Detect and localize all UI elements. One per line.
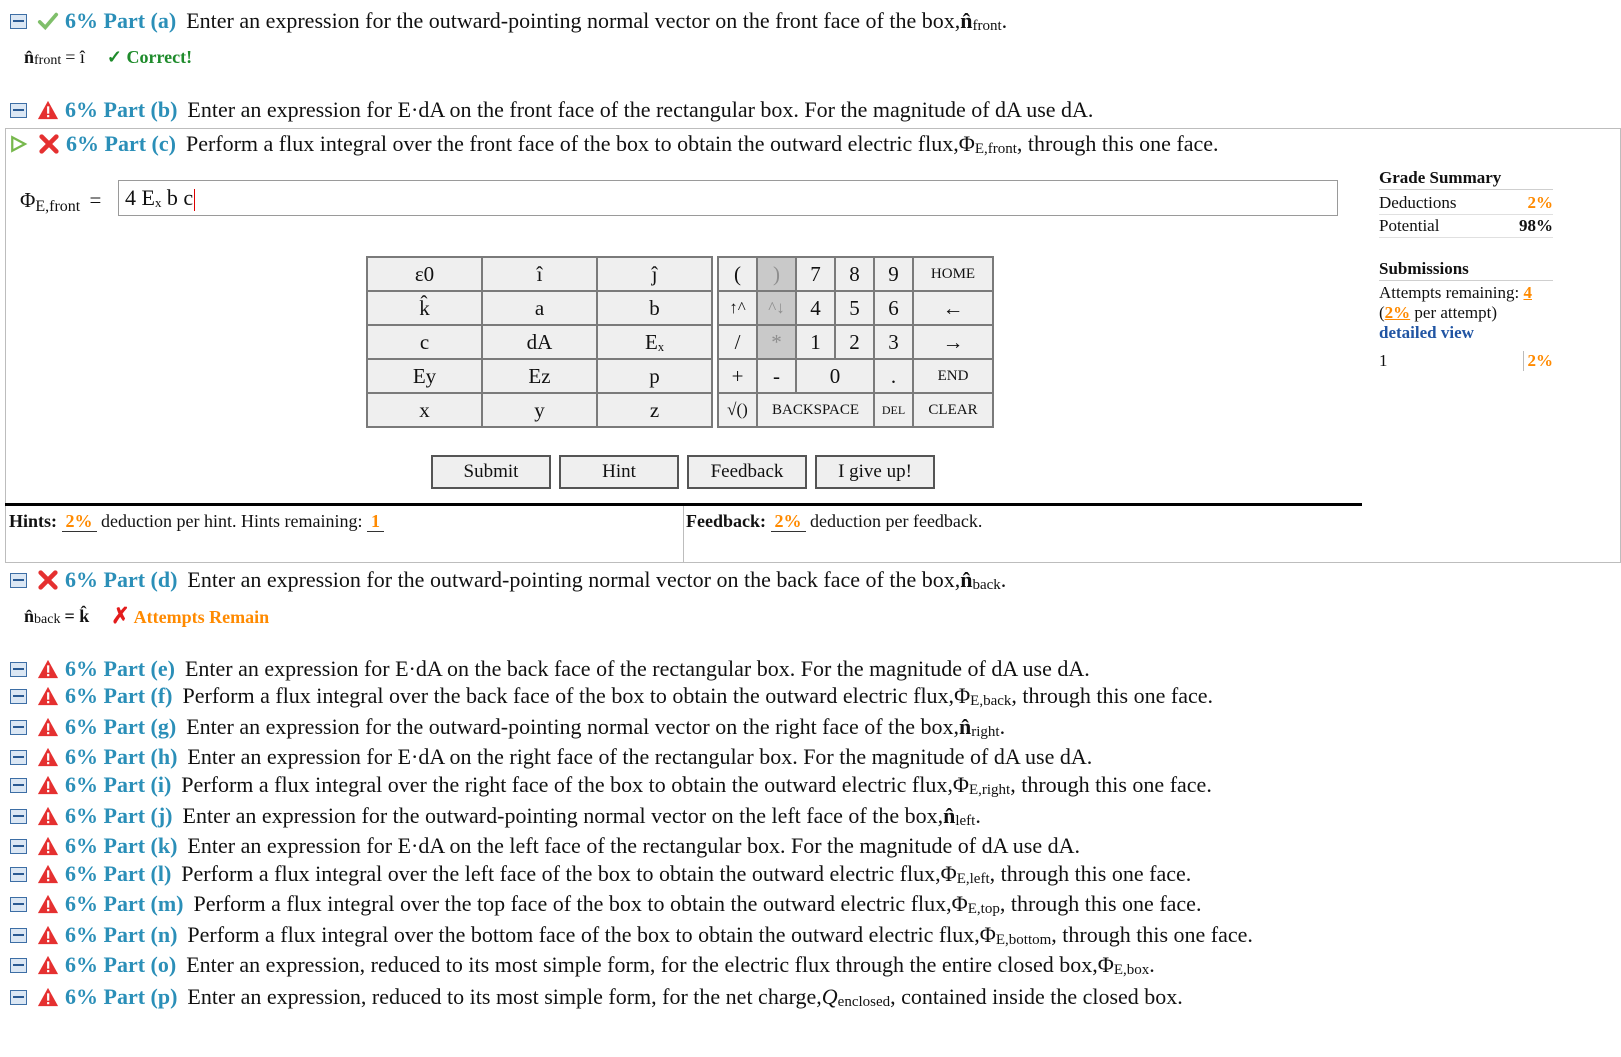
part-symbol: Φ [958,131,975,156]
key-left-arrow[interactable]: ← [913,291,993,325]
feedback-text: deduction per feedback. [810,511,983,531]
part-text: Perform a flux integral over the bottom face of the box to obtain the outward electric flux, [187,922,980,947]
feedback-button[interactable]: Feedback [687,455,807,489]
status-text: Attempts Remain [133,607,270,627]
submission-number: 1 [1379,351,1388,370]
warning-icon [37,954,59,976]
key-7[interactable]: 7 [796,257,835,291]
key-Ex[interactable]: Eₓ [597,325,712,359]
part-row [10,832,1080,860]
key-9[interactable]: 9 [874,257,913,291]
part-subscript: E,front [974,140,1017,157]
warning-icon [37,746,59,768]
part-row [10,130,1219,158]
deductions-label: Deductions [1379,193,1457,212]
part-tail: . [1000,567,1007,592]
key-open-paren[interactable]: ( [718,257,757,291]
collapse-icon[interactable] [10,750,27,765]
key-end[interactable]: END [913,359,993,393]
feedback-label: Feedback: [686,511,766,531]
part-subscript: E,left [956,870,990,887]
divider [683,506,684,563]
hints-remaining: 1 [367,511,384,532]
submissions-title: Submissions [1379,259,1553,281]
part-text: Enter an expression for E·dA on the front face of the rectangular box. For the magnitude of dA use dA. [187,97,1094,122]
key-sqrt[interactable]: √() [718,393,757,427]
part-tail: . [975,803,981,828]
part-text: Perform a flux integral over the front face of the box to obtain the outward electric flux, [185,131,959,156]
part-text: Enter an expression for E·dA on the back face of the rectangular box. For the magnitude of dA use dA. [184,656,1090,681]
key-superscript-down: ^↓ [757,291,796,325]
part-row [10,802,981,830]
grade-summary-title: Grade Summary [1379,168,1553,190]
part-row [10,921,1253,949]
part-label: 6% Part (n) [65,922,178,947]
input-subscript: E,front [35,198,81,215]
key-4[interactable]: 4 [796,291,835,325]
collapse-icon[interactable] [10,573,27,588]
part-subscript: E,top [967,900,1000,917]
key-divide[interactable]: / [718,325,757,359]
potential-label: Potential [1379,216,1440,235]
key-z[interactable]: z [597,393,712,427]
per-attempt-pct: 2% [1384,303,1411,322]
text-caret [194,189,195,211]
hint-button[interactable]: Hint [559,455,679,489]
part-subscript: left [955,812,976,829]
answer-subscript: front [34,53,62,68]
key-Ey[interactable]: Ey [367,359,482,393]
part-tail: , through this one face. [999,891,1202,916]
input-label [20,188,101,213]
wrong-x-icon [37,569,59,591]
key-j-hat[interactable]: ĵ [597,257,712,291]
give-up-button[interactable]: I give up! [815,455,935,489]
part-subscript: front [972,17,1002,34]
part-label: 6% Part (d) [65,567,178,592]
part-text: Enter an expression for the outward-pointing normal vector on the back face of the box, [187,567,961,592]
part-symbol: Φ [952,772,969,797]
part-subscript: E,box [1113,961,1150,978]
key-k-hat[interactable]: k̂ [367,291,482,325]
answer-a [24,44,192,70]
part-symbol: n̂ [959,714,972,739]
key-superscript-up[interactable]: ↑^ [718,291,757,325]
key-8[interactable]: 8 [835,257,874,291]
per-attempt-text: per attempt) [1414,303,1498,322]
part-subscript: E,back [970,692,1012,709]
key-2[interactable]: 2 [835,325,874,359]
collapse-icon[interactable] [10,809,27,824]
part-text: Enter an expression, reduced to its most simple form, for the electric flux through the entire closed box, [186,952,1098,977]
part-tail: , through this one face. [1010,772,1212,797]
part-tail: . [1149,952,1155,977]
part-text: Perform a flux integral over the right face of the box to obtain the outward electric flux, [181,772,953,797]
key-epsilon0[interactable]: ε0 [367,257,482,291]
part-symbol: Q [821,984,838,1009]
part-row [10,713,1005,741]
part-label: 6% Part (o) [65,952,177,977]
part-tail: , through this one face. [1051,922,1253,947]
key-5[interactable]: 5 [835,291,874,325]
key-p[interactable]: p [597,359,712,393]
key-clear[interactable]: CLEAR [913,393,993,427]
key-a[interactable]: a [482,291,597,325]
warning-icon [37,99,59,121]
key-y[interactable]: y [482,393,597,427]
key-plus[interactable]: + [718,359,757,393]
part-symbol: Φ [954,683,971,708]
input-equals: = [89,188,102,212]
part-row [10,860,1191,888]
status-correct: ✓ Correct! [106,46,193,67]
collapse-icon[interactable] [10,839,27,854]
part-text: Perform a flux integral over the left face of the box to obtain the outward electric flux, [181,861,941,886]
x-mark-icon: ✗ [111,603,130,628]
part-label: 6% Part (f) [65,683,173,708]
collapse-icon[interactable] [10,928,27,943]
attempts-label: Attempts remaining: [1379,283,1520,302]
part-label: 6% Part (p) [65,984,178,1009]
part-row [10,890,1201,918]
part-symbol: Φ [1097,952,1114,977]
warning-icon [37,986,59,1008]
deductions-line [1379,192,1553,215]
hints-text: deduction per hint. Hints remaining: [101,511,363,531]
part-row [10,566,1006,594]
key-decimal[interactable]: . [874,359,913,393]
collapse-icon[interactable] [10,103,27,118]
key-del[interactable]: DEL [874,393,913,427]
feedback-deduction: 2% [771,511,806,532]
warning-icon [37,924,59,946]
collapse-icon[interactable] [10,990,27,1005]
warning-icon [37,805,59,827]
key-dA[interactable]: dA [482,325,597,359]
warning-icon [37,658,59,680]
part-subscript: E,bottom [995,931,1052,948]
warning-icon [37,716,59,738]
part-label: 6% Part (b) [65,97,178,122]
part-tail: . [999,714,1006,739]
potential-value: 98% [1519,216,1553,235]
collapse-icon[interactable] [10,897,27,912]
part-symbol: n̂ [960,8,973,33]
part-label: 6% Part (g) [65,714,177,739]
answer-value: = k̂ [64,605,90,626]
key-x[interactable]: x [367,393,482,427]
submission-history-row [1379,351,1553,371]
attempts-remaining: 4 [1523,283,1532,302]
deductions-value: 2% [1527,193,1553,212]
status-attempts-remain [111,603,269,629]
part-tail: , through this one face. [1011,683,1213,708]
answer-value: = î [65,46,85,67]
key-b[interactable]: b [597,291,712,325]
key-i-hat[interactable]: î [482,257,597,291]
key-Ez[interactable]: Ez [482,359,597,393]
part-symbol: n̂ [960,567,973,592]
submissions [1379,259,1553,371]
part-row [10,771,1212,799]
key-close-paren: ) [757,257,796,291]
key-0[interactable]: 0 [796,359,874,393]
warning-icon [37,893,59,915]
part-tail: . [1001,8,1008,33]
part-text: Perform a flux integral over the top face of the box to obtain the outward electric flux, [193,891,952,916]
part-symbol: n̂ [943,803,956,828]
feedback-info [686,511,982,532]
collapse-icon[interactable] [10,689,27,704]
collapse-icon[interactable] [10,778,27,793]
part-label: 6% Part (l) [65,861,172,886]
part-row [10,96,1093,124]
part-subscript: right [971,723,1000,740]
part-label: 6% Part (c) [66,131,176,156]
key-minus[interactable]: - [757,359,796,393]
part-tail: , through this one face. [989,861,1192,886]
key-3[interactable]: 3 [874,325,913,359]
part-row [10,743,1092,771]
part-row [10,655,1090,683]
collapse-icon[interactable] [10,14,27,29]
warning-icon [37,774,59,796]
answer-subscript: back [34,612,61,627]
detailed-view-link[interactable]: detailed view [1379,323,1474,342]
part-label: 6% Part (m) [65,891,184,916]
part-label: 6% Part (j) [65,803,173,828]
checkmark-icon [37,10,59,32]
part-subscript: back [972,576,1001,593]
part-text: Enter an expression, reduced to its most simple form, for the net charge, [187,984,822,1009]
part-label: 6% Part (e) [65,656,175,681]
collapse-icon[interactable] [10,958,27,973]
key-c[interactable]: c [367,325,482,359]
part-text: Enter an expression for the outward-pointing normal vector on the left face of the box, [182,803,944,828]
part-label: 6% Part (i) [65,772,172,797]
variable-keypad [366,256,713,428]
part-row [10,682,1213,710]
part-label: 6% Part (k) [65,833,178,858]
attempts-line [1379,283,1553,303]
key-backspace[interactable]: BACKSPACE [757,393,874,427]
collapse-icon[interactable] [10,867,27,882]
key-multiply: * [757,325,796,359]
part-text: Enter an expression for E·dA on the right face of the rectangular box. For the magnitude of dA use dA. [187,744,1093,769]
submission-deduction: 2% [1523,351,1554,371]
answer-symbol: n̂ [24,605,35,626]
hints-label: Hints: [9,511,58,531]
key-6[interactable]: 6 [874,291,913,325]
part-tail: , through this one face. [1016,131,1219,156]
warning-icon [37,685,59,707]
wrong-x-icon [38,133,60,155]
hints-info [9,511,384,532]
answer-symbol: n̂ [24,46,35,67]
part-label: 6% Part (a) [65,8,177,33]
input-symbol: Φ [20,188,36,212]
operator-keypad [717,256,994,428]
part-row [10,7,1007,35]
answer-input[interactable] [118,180,1338,216]
part-subscript: enclosed [837,993,891,1010]
part-label: 6% Part (h) [65,744,178,769]
grade-summary [1379,168,1553,238]
answer-d [24,603,269,629]
potential-line [1379,215,1553,238]
warning-icon [37,835,59,857]
key-home[interactable]: HOME [913,257,993,291]
part-symbol: Φ [979,922,996,947]
hints-deduction: 2% [62,511,97,532]
part-tail: , contained inside the closed box. [890,984,1183,1009]
per-attempt-line: (2% per attempt) [1379,303,1498,322]
part-text: Enter an expression for the outward-pointing normal vector on the right face of the box, [186,714,960,739]
part-symbol: Φ [951,891,968,916]
part-text: Enter an expression for the outward-pointing normal vector on the front face of the box, [186,8,961,33]
collapse-icon[interactable] [10,720,27,735]
part-row [10,983,1183,1011]
part-text: Enter an expression for E·dA on the left face of the rectangular box. For the magnitude of dA use dA. [187,833,1080,858]
answer-input-value: 4 Eₓ b c [125,185,194,210]
submit-button[interactable]: Submit [431,455,551,489]
collapse-icon[interactable] [10,662,27,677]
part-text: Perform a flux integral over the back face of the box to obtain the outward electric flux, [182,683,955,708]
part-row [10,951,1155,979]
key-right-arrow[interactable]: → [913,325,993,359]
warning-icon [37,863,59,885]
play-arrow-icon[interactable] [10,135,28,153]
part-symbol: Φ [940,861,957,886]
part-subscript: E,right [968,781,1011,798]
key-1[interactable]: 1 [796,325,835,359]
